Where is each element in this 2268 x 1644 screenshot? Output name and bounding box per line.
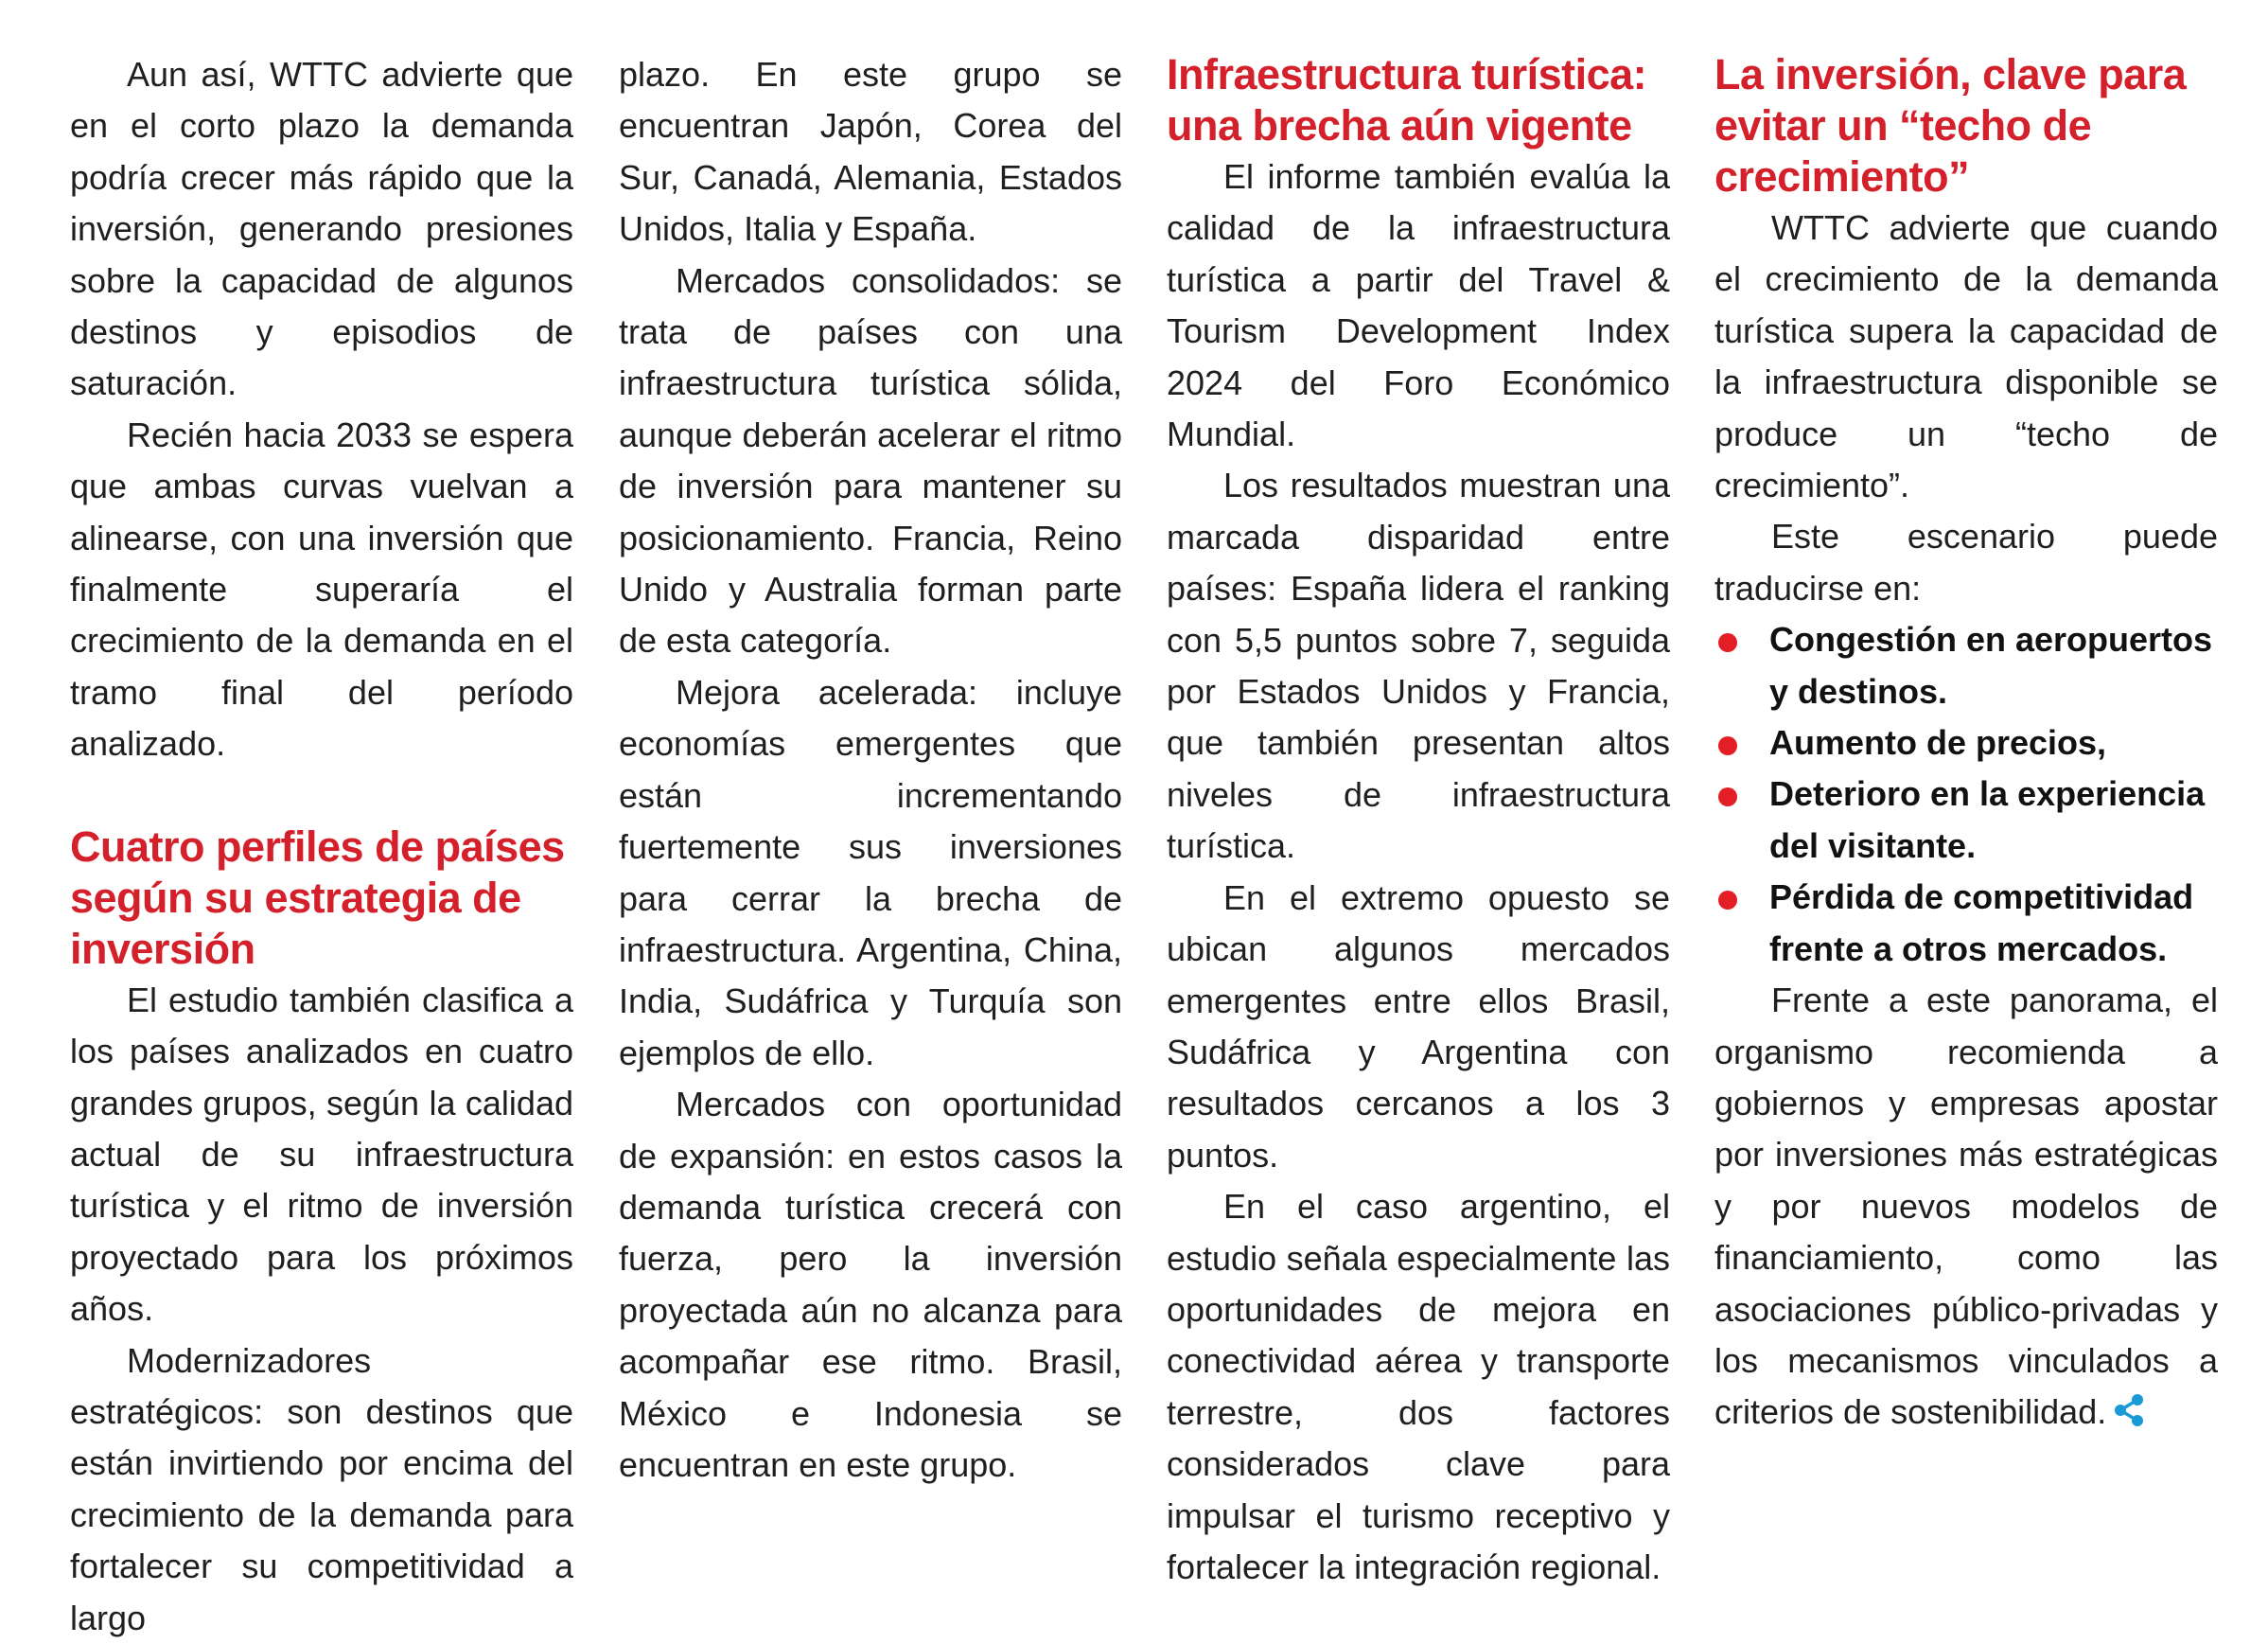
paragraph: Modernizadores estratégicos: son destinos que están invirtiendo por encima del crecimiento de la demanda para fortalecer su competitividad a largo xyxy=(70,1340,573,1637)
list-item: Aumento de precios, xyxy=(1714,717,2218,769)
column-2 xyxy=(619,49,1122,1491)
paragraph: Los resultados muestran una marcada disparidad entre países: España lidera el ranking con 5,5 puntos sobre 7, seguida por Estados Unidos y Francia, que también presentan altos niveles de infraestructura turística. xyxy=(1167,466,1670,866)
list-item: Pérdida de competitividad frente a otros mercados. xyxy=(1714,872,2218,975)
paragraph: Este escenario puede traducirse en: xyxy=(1714,517,2218,608)
list-item: Congestión en aeropuertos y destinos. xyxy=(1714,614,2218,717)
paragraph: En el extremo opuesto se ubican algunos mercados emergentes entre ellos Brasil, Sudáfrica y Argentina con resultados cercanos a los 3 puntos. xyxy=(1167,877,1670,1175)
paragraph: Mercados consolidados: se trata de países con una infraestructura turística sólida, aunque deberán acelerar el ritmo de inversión para mantener su posicionamiento. Francia, Reino Unido y Australia forman parte de esta categoría. xyxy=(619,260,1122,661)
column-4 xyxy=(1714,49,2218,1439)
paragraph: En el caso argentino, el estudio señala especialmente las oportunidades de mejora en conectividad aérea y transporte terrestre, dos factores considerados clave para impulsar el turismo receptivo y fortalecer la integración regional. xyxy=(1167,1187,1670,1586)
bullet-dot-icon xyxy=(1718,891,1737,910)
paragraph: El informe también evalúa la calidad de la infraestructura turística a partir del Travel & Tourism Development Index 2024 del Foro Económico Mundial. xyxy=(1167,157,1670,454)
paragraph xyxy=(1714,975,2218,1439)
risk-bullet-list xyxy=(1714,614,2218,975)
section-heading-infraestructura: Infraestructura turística: una brecha aún vigente xyxy=(1167,50,1647,150)
bullet-dot-icon xyxy=(1718,633,1737,652)
section-heading-inversion: La inversión, clave para evitar un “techo de crecimiento” xyxy=(1714,50,2187,201)
paragraph: Mercados con oportunidad de expansión: en estos casos la demanda turística crecerá con fuerza, pero la inversión proyectada aún no alcanza para acompañar ese ritmo. Brasil, México e Indonesia se encuentran en este grupo. xyxy=(619,1085,1122,1484)
column-1 xyxy=(70,49,573,1644)
paragraph: Recién hacia 2033 se espera que ambas curvas vuelvan a alinearse, con una inversión que finalmente superaría el crecimiento de la demanda en el tramo final del período analizado. xyxy=(70,415,573,764)
paragraph: Mejora acelerada: incluye economías emergentes que están incrementando fuertemente sus inversiones para cerrar la brecha de infraestructura. Argentina, China, India, Sudáfrica y Turquía son ejemplos de ello. xyxy=(619,672,1122,1072)
paragraph: WTTC advierte que cuando el crecimiento de la demanda turística supera la capacidad de la infraestructura disponible se produce un “techo de crecimiento”. xyxy=(1714,208,2218,505)
paragraph: El estudio también clasifica a los países analizados en cuatro grandes grupos, según la calidad actual de su infraestructura turística y el ritmo de inversión proyectado para los próximos años. xyxy=(70,980,573,1329)
column-3 xyxy=(1167,49,1670,1593)
bullet-dot-icon xyxy=(1718,787,1737,806)
list-item: Deterioro en la experiencia del visitante. xyxy=(1714,769,2218,872)
section-heading-cuatro-perfiles: Cuatro perfiles de países según su estrategia de inversión xyxy=(70,822,565,973)
share-icon[interactable] xyxy=(2110,1391,2148,1429)
bullet-dot-icon xyxy=(1718,736,1737,755)
paragraph: Aun así, WTTC advierte que en el corto plazo la demanda podría crecer más rápido que la inversión, generando presiones sobre la capacidad de algunos destinos y episodios de saturación. xyxy=(70,55,573,403)
paragraph: plazo. En este grupo se encuentran Japón, Corea del Sur, Canadá, Alemania, Estados Unidos, Italia y España. xyxy=(619,55,1122,249)
closing-text: Frente a este panorama, el organismo recomienda a gobiernos y empresas apostar por inversiones más estratégicas y por nuevos modelos de financiamiento, como las asociaciones público-privadas y los mecanismos vinculados a criterios de sostenibilidad. xyxy=(1714,981,2218,1432)
